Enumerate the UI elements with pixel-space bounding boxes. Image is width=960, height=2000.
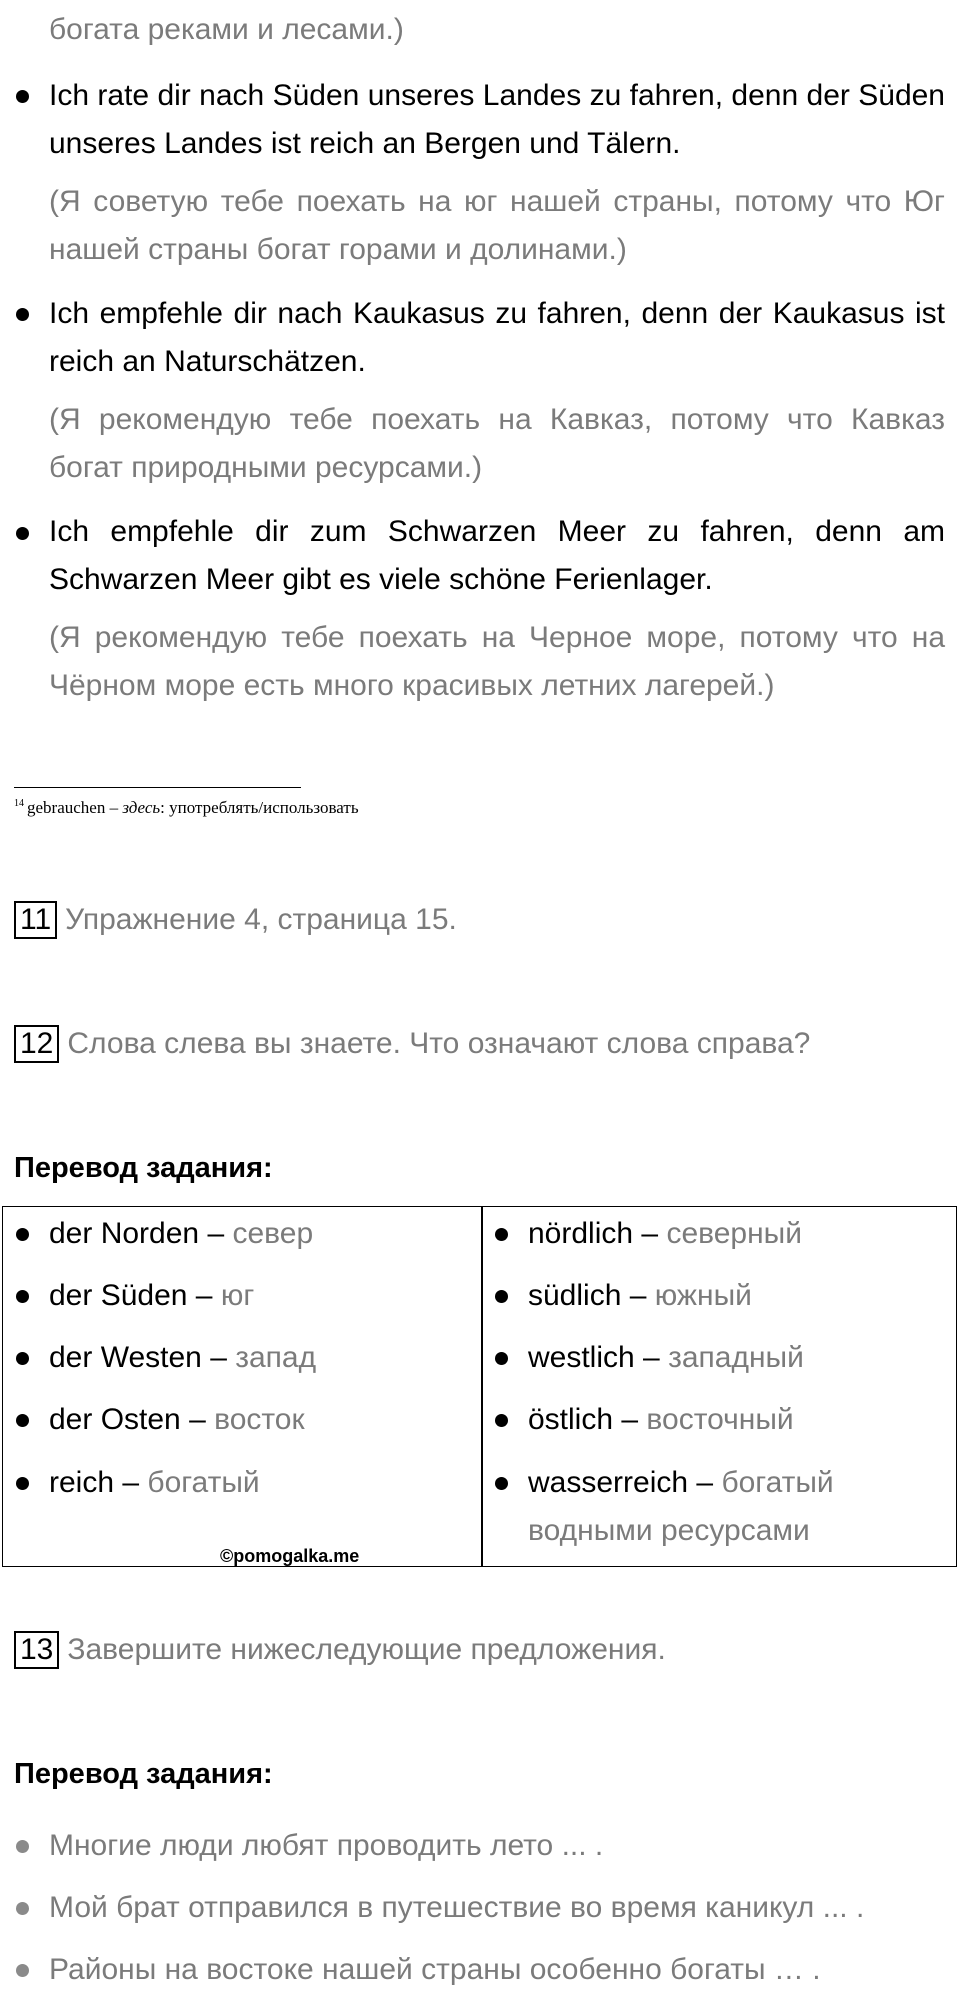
translation-heading-2: Перевод задания: xyxy=(14,1758,273,1790)
dash: – xyxy=(643,1341,660,1374)
german-word: der Westen xyxy=(49,1341,202,1374)
vocab-left-3 xyxy=(49,1334,316,1382)
russian-translation-3: (Я рекомендую тебе поехать на Черное море, потому что на Чёрном море есть много красивых летних лагерей.) xyxy=(49,621,945,702)
dash: – xyxy=(207,1217,225,1250)
dash: – xyxy=(189,1403,206,1436)
exercise-12 xyxy=(14,1023,810,1065)
german-word: südlich xyxy=(528,1279,622,1312)
footnote-term: gebrauchen – xyxy=(27,798,119,817)
bullet-dot xyxy=(16,308,29,321)
bullet-dot xyxy=(495,1414,508,1427)
watermark: ©pomogalka.me xyxy=(220,1546,360,1566)
german-word: östlich xyxy=(528,1403,614,1436)
german-word: der Süden xyxy=(49,1279,188,1312)
dash: – xyxy=(629,1279,647,1312)
vocab-left-2 xyxy=(49,1272,254,1320)
bullet-dot xyxy=(16,1902,29,1915)
german-sentence-1: Ich rate dir nach Süden unseres Landes zu fahren, denn der Süden unseres Landes ist reich an Bergen und Tälern. xyxy=(49,79,945,160)
exercise-text: Завершите нижеследующие предложения. xyxy=(67,1633,666,1666)
footnote-definition: : употреблять/использовать xyxy=(160,798,359,817)
vocabulary-table xyxy=(2,1206,957,1567)
german-word: nördlich xyxy=(528,1217,634,1250)
russian-word: северный xyxy=(666,1217,802,1250)
german-word: der Osten xyxy=(49,1403,181,1436)
footnote-number: 14 xyxy=(14,798,24,809)
vocab-left-4 xyxy=(49,1396,305,1444)
vocab-right-3 xyxy=(528,1334,804,1382)
sentence-1: Многие люди любят проводить лето ... . xyxy=(49,1829,604,1862)
exercise-text: Слова слева вы знаете. Что означают слова справа? xyxy=(67,1027,811,1060)
bullet-dot xyxy=(495,1477,508,1490)
russian-word: западный xyxy=(668,1341,804,1374)
bullet-dot xyxy=(16,1228,29,1241)
russian-word: север xyxy=(232,1217,314,1250)
russian-word: восток xyxy=(214,1403,305,1436)
vocab-right-2 xyxy=(528,1272,752,1320)
russian-translation-2: (Я рекомендую тебе поехать на Кавказ, потому что Кавказ богат природными ресурсами.) xyxy=(49,403,945,484)
bullet-dot xyxy=(16,1414,29,1427)
sentence-3: Районы на востоке нашей страны особенно богаты … . xyxy=(49,1953,821,1986)
dash: – xyxy=(621,1403,639,1436)
bullet-dot xyxy=(495,1352,508,1365)
exercise-11 xyxy=(14,899,457,941)
dash: – xyxy=(210,1341,227,1374)
russian-word: восточный xyxy=(646,1403,794,1436)
russian-word: богатый xyxy=(721,1466,834,1499)
german-sentence-2: Ich empfehle dir nach Kaukasus zu fahren, denn der Kaukasus ist reich an Naturschätzen. xyxy=(49,297,945,378)
german-word: reich xyxy=(49,1466,115,1499)
exercise-number-box: 13 xyxy=(14,1631,59,1669)
russian-word: юг xyxy=(220,1279,255,1312)
bullet-dot xyxy=(16,1477,29,1490)
vocab-right-4 xyxy=(528,1396,794,1444)
footnote-note: здесь xyxy=(122,798,161,817)
exercise-13 xyxy=(14,1629,666,1671)
vocab-right-5-continued: водными ресурсами xyxy=(528,1514,810,1547)
russian-word: южный xyxy=(654,1279,752,1312)
footnote xyxy=(14,798,359,818)
german-word: wasserreich xyxy=(528,1466,689,1499)
german-word: der Norden xyxy=(49,1217,200,1250)
exercise-number-box: 12 xyxy=(14,1025,59,1063)
german-sentence-3: Ich empfehle dir zum Schwarzen Meer zu fahren, denn am Schwarzen Meer gibt es viele schöne Ferienlager. xyxy=(49,515,945,596)
bullet-dot xyxy=(495,1290,508,1303)
vocab-right-5 xyxy=(528,1459,834,1507)
vocab-left-5 xyxy=(49,1459,260,1507)
russian-word: богатый xyxy=(147,1466,260,1499)
bullet-dot xyxy=(16,1352,29,1365)
dash: – xyxy=(696,1466,714,1499)
vocab-left-1 xyxy=(49,1210,313,1258)
translation-heading: Перевод задания: xyxy=(14,1152,273,1184)
translation-fragment: богата реками и лесами.) xyxy=(49,13,404,46)
table-column-divider xyxy=(481,1207,483,1566)
russian-translation-1: (Я советую тебе поехать на юг нашей страны, потому что Юг нашей страны богат горами и долинами.) xyxy=(49,185,945,266)
vocab-right-1 xyxy=(528,1210,802,1258)
dash: – xyxy=(641,1217,659,1250)
german-word: westlich xyxy=(528,1341,635,1374)
exercise-text: Упражнение 4, страница 15. xyxy=(65,903,457,936)
bullet-dot xyxy=(16,90,29,103)
russian-word: запад xyxy=(235,1341,317,1374)
bullet-dot xyxy=(495,1228,508,1241)
dash: – xyxy=(195,1279,213,1312)
bullet-dot xyxy=(16,1840,29,1853)
bullet-dot xyxy=(16,1964,29,1977)
bullet-dot xyxy=(16,527,29,540)
dash: – xyxy=(122,1466,140,1499)
footnote-divider xyxy=(14,787,301,788)
sentence-2: Мой брат отправился в путешествие во время каникул ... . xyxy=(49,1891,865,1924)
bullet-dot xyxy=(16,1290,29,1303)
exercise-number-box: 11 xyxy=(14,901,57,939)
